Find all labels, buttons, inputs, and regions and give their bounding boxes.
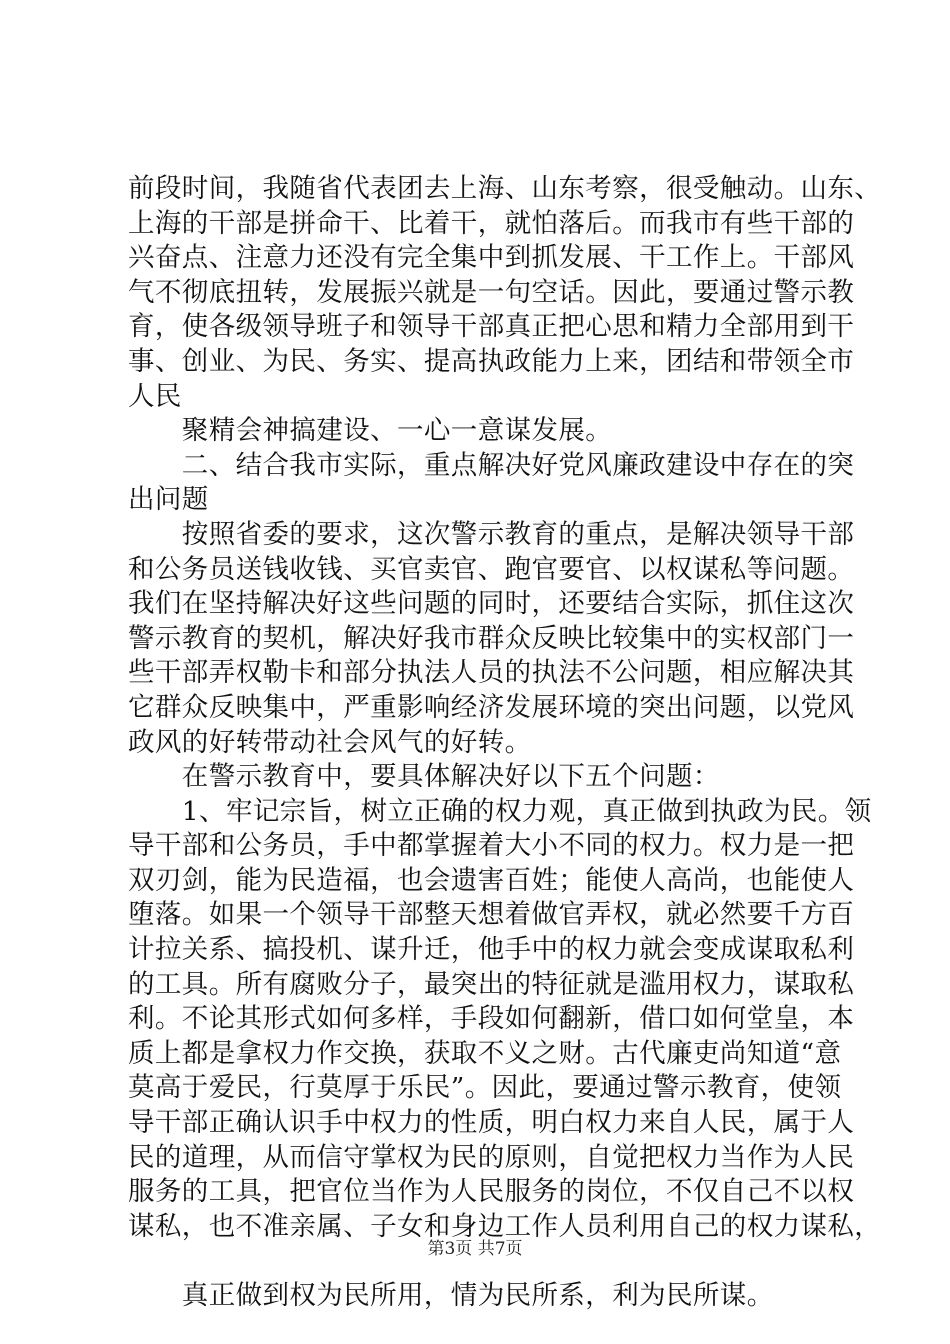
text-line: 谋私，也不准亲属、子女和身边工作人员利用自己的权力谋私， [128,1210,882,1242]
text-line: 它群众反映集中，严重影响经济发展环境的突出问题，以党风 [128,691,855,723]
text-line: 和公务员送钱收钱、买官卖官、跑官要官、以权谋私等问题。 [128,553,855,585]
text-line: 按照省委的要求，这次警示教育的重点，是解决领导干部 [128,518,855,550]
section-heading-line: 出问题 [128,484,209,516]
text-line: 警示教育的契机，解决好我市群众反映比较集中的实权部门一 [128,622,855,654]
text-line: 导干部正确认识手中权力的性质，明白权力来自人民，属于人 [128,1107,855,1139]
text-line: 计拉关系、搞投机、谋升迁，他手中的权力就会变成谋取私利 [128,934,855,966]
text-line: 气不彻底扭转，发展振兴就是一句空话。因此，要通过警示教 [128,276,855,308]
text-line: 我们在坚持解决好这些问题的同时，还要结合实际，抓住这次 [128,588,855,620]
text-line: 政风的好转带动社会风气的好转。 [128,726,532,758]
page-footer [0,1234,950,1259]
text-line: 双刃剑，能为民造福，也会遗害百姓；能使人高尚，也能使人 [128,864,855,896]
text-line: 服务的工具，把官位当作为人民服务的岗位，不仅自己不以权 [128,1176,855,1208]
text-line: 质上都是拿权力作交换，获取不义之财。古代廉吏尚知道“意 [128,1037,842,1069]
text-line: 人民 [128,380,182,412]
text-line: 导干部和公务员，手中都掌握着大小不同的权力。权力是一把 [128,830,855,862]
text-line: 利。不论其形式如何多样，手段如何翻新，借口如何堂皇，本 [128,1003,855,1035]
text-line: 的工具。所有腐败分子，最突出的特征就是滥用权力，谋取私 [128,968,855,1000]
text-line: 民的道理，从而信守掌权为民的原则，自觉把权力当作为人民 [128,1141,855,1173]
text-line: 莫高于爱民，行莫厚于乐民”。因此，要通过警示教育，使领 [128,1072,842,1104]
text-line: 事、创业、为民、务实、提高执政能力上来，团结和带领全市 [128,345,855,377]
text-line: 些干部弄权勒卡和部分执法人员的执法不公问题，相应解决其 [128,657,855,689]
text-line: 1、牢记宗旨，树立正确的权力观，真正做到执政为民。领 [128,795,872,827]
text-line: 堕落。如果一个领导干部整天想着做官弄权，就必然要千方百 [128,899,855,931]
text-line: 前段时间，我随省代表团去上海、山东考察，很受触动。山东、 [128,173,882,204]
text-line: 在警示教育中，要具体解决好以下五个问题： [128,761,720,793]
text-line: 上海的干部是拼命干、比着干，就怕落后。而我市有些干部的 [128,207,855,239]
page-number: 第3页 共7页 [427,1239,523,1259]
text-line: 育，使各级领导班子和领导干部真正把心思和精力全部用到干 [128,311,855,343]
text-line: 真正做到权为民所用，情为民所系，利为民所谋。 [128,1280,774,1311]
section-heading-line: 二、结合我市实际，重点解决好党风廉政建设中存在的突 [128,449,855,481]
text-line: 聚精会神搞建设、一心一意谋发展。 [128,415,613,447]
body-text [128,172,882,1314]
text-line: 兴奋点、注意力还没有完全集中到抓发展、干工作上。干部风 [128,242,855,274]
